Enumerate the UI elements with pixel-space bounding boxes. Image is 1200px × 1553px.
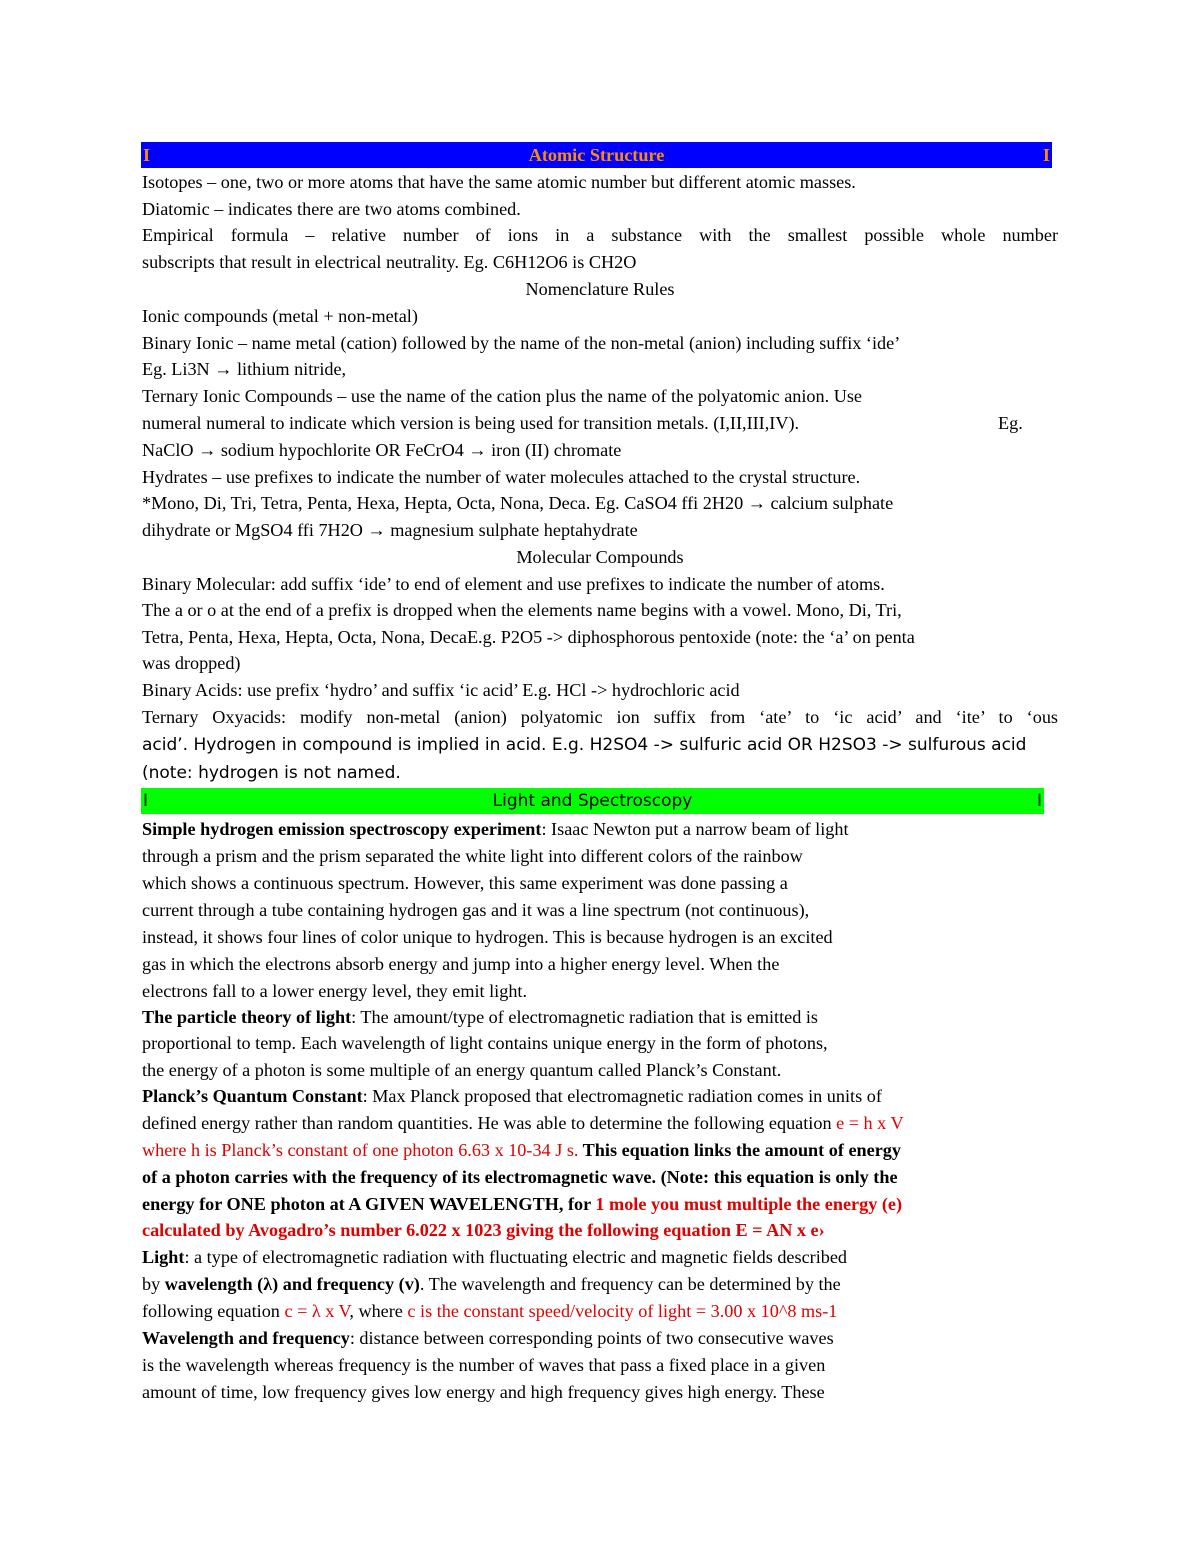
text-line: amount of time, low frequency gives low energy and high frequency gives high energy. These [142,1382,825,1402]
text-line: Ternary Ionic Compounds – use the name of the cation plus the name of the polyatomic anion. Use [142,386,862,406]
subheading-nomenclature-rules: Nomenclature Rules [525,279,675,299]
text-line: which shows a continuous spectrum. However, this same experiment was done passing a [142,873,788,893]
text-line: Eg. Li3N → lithium nitride, [142,359,347,379]
header-marker-right: I [1036,791,1042,811]
text-line: the energy of a photon is some multiple of an energy quantum called Planck’s Constant. [142,1060,782,1080]
text-line: is the wavelength whereas frequency is the number of waves that pass a fixed place in a given [142,1355,826,1375]
text-line: Binary Molecular: add suffix ‘ide’ to end of element and use prefixes to indicate the number of atoms. [142,574,885,594]
text-line: electrons fall to a lower energy level, they emit light. [142,981,528,1001]
text-line: The a or o at the end of a prefix is dropped when the elements name begins with a vowel. Mono, Di, Tri, [142,600,902,620]
text-line: The particle theory of light: The amount/type of electromagnetic radiation that is emitted is [142,1007,818,1027]
arrow-icon: → [747,493,766,513]
text-line: NaClO → sodium hypochlorite OR FeCrO4 → iron (II) chromate [142,440,622,460]
text-line: energy for ONE photon at A GIVEN WAVELENGTH, for 1 mole you must multiple the energy (e) [142,1194,903,1214]
text-line: proportional to temp. Each wavelength of light contains unique energy in the form of photons, [142,1033,828,1053]
text-line: through a prism and the prism separated the white light into different colors of the rainbow [142,846,803,866]
section-title: Atomic Structure [528,145,665,165]
text-line: calculated by Avogadro’s number 6.022 x 1023 giving the following equation E = AN x e› [142,1220,825,1240]
text-line: subscripts that result in electrical neutrality. Eg. C6H12O6 is CH2O [142,252,637,272]
arrow-icon: → [214,359,233,379]
text-line: Ionic compounds (metal + non-metal) [142,306,418,326]
text-line: Hydrates – use prefixes to indicate the number of water molecules attached to the crystal structure. [142,467,861,487]
text-line: Planck’s Quantum Constant: Max Planck proposed that electromagnetic radiation comes in units of [142,1086,882,1106]
equation-speed-of-light: c = λ x V [284,1301,350,1321]
text-line: (note: hydrogen is not named. [142,763,401,783]
text-line: acid’. Hydrogen in compound is implied in acid. E.g. H2SO4 -> sulfuric acid OR H2SO3 -> sulfurous acid [142,735,1027,755]
text-line: gas in which the electrons absorb energy and jump into a higher energy level. When the [142,954,780,974]
text-line: Light: a type of electromagnetic radiation with fluctuating electric and magnetic fields described [142,1247,848,1267]
header-marker-left: I [143,791,149,811]
section-header-atomic-structure [141,142,1052,168]
text-line: Binary Ionic – name metal (cation) followed by the name of the non-metal (anion) including suffix ‘ide’ [142,333,901,353]
text-line: of a photon carries with the frequency of its electromagnetic wave. (Note: this equation is only the [142,1167,898,1187]
arrow-icon: → [367,520,386,540]
subheading-molecular-compounds: Molecular Compounds [516,547,684,567]
section-title: Light and Spectroscopy [492,791,693,811]
text-line: current through a tube containing hydrogen gas and it was a line spectrum (not continuous), [142,900,810,920]
text-line: numeral numeral to indicate which version is being used for transition metals. (I,II,III,IV). Eg. [142,413,1023,433]
text-line: Binary Acids: use prefix ‘hydro’ and suffix ‘ic acid’ E.g. HCl -> hydrochloric acid [142,680,740,700]
text-line: where h is Planck’s constant of one photon 6.63 x 10-34 J s. This equation links the amount of energy [142,1140,901,1160]
text-line: Empirical formula – relative number of ions in a substance with the smallest possible whole number [142,225,1058,245]
text-line: Diatomic – indicates there are two atoms combined. [142,199,521,219]
text-line: defined energy rather than random quantities. He was able to determine the following equation e = h x V [142,1113,904,1133]
arrow-icon: → [468,440,487,460]
text-line: Wavelength and frequency: distance between corresponding points of two consecutive waves [142,1328,834,1348]
text-line: following equation c = λ x V, where c is the constant speed/velocity of light = 3.00 x 10^8 ms-1 [142,1301,838,1321]
text-line: *Mono, Di, Tri, Tetra, Penta, Hexa, Hepta, Octa, Nona, Deca. Eg. CaSO4 ffi 2H20 → calcium sulphate [142,493,894,513]
text-line: dihydrate or MgSO4 ffi 7H2O → magnesium sulphate heptahydrate [142,520,638,540]
section-header-light-and-spectroscopy [141,788,1044,814]
header-marker-left: I [143,145,151,165]
text-line: instead, it shows four lines of color unique to hydrogen. This is because hydrogen is an excited [142,927,833,947]
arrow-icon: → [198,440,217,460]
header-marker-right: I [1042,145,1050,165]
text-line: Tetra, Penta, Hexa, Hepta, Octa, Nona, DecaE.g. P2O5 -> diphosphorous pentoxide (note: the ‘a’ on penta [142,627,915,647]
text-line: was dropped) [142,653,241,673]
text-line: Ternary Oxyacids: modify non-metal (anion) polyatomic ion suffix from ‘ate’ to ‘ic acid’ and ‘ite’ to ‘ous [142,707,1058,727]
text-line: Isotopes – one, two or more atoms that have the same atomic number but different atomic masses. [142,172,856,192]
text-line: Simple hydrogen emission spectroscopy experiment: Isaac Newton put a narrow beam of light [142,819,849,839]
equation-energy: e = h x V [836,1113,904,1133]
text-line: by wavelength (λ) and frequency (v). The wavelength and frequency can be determined by the [142,1274,841,1294]
